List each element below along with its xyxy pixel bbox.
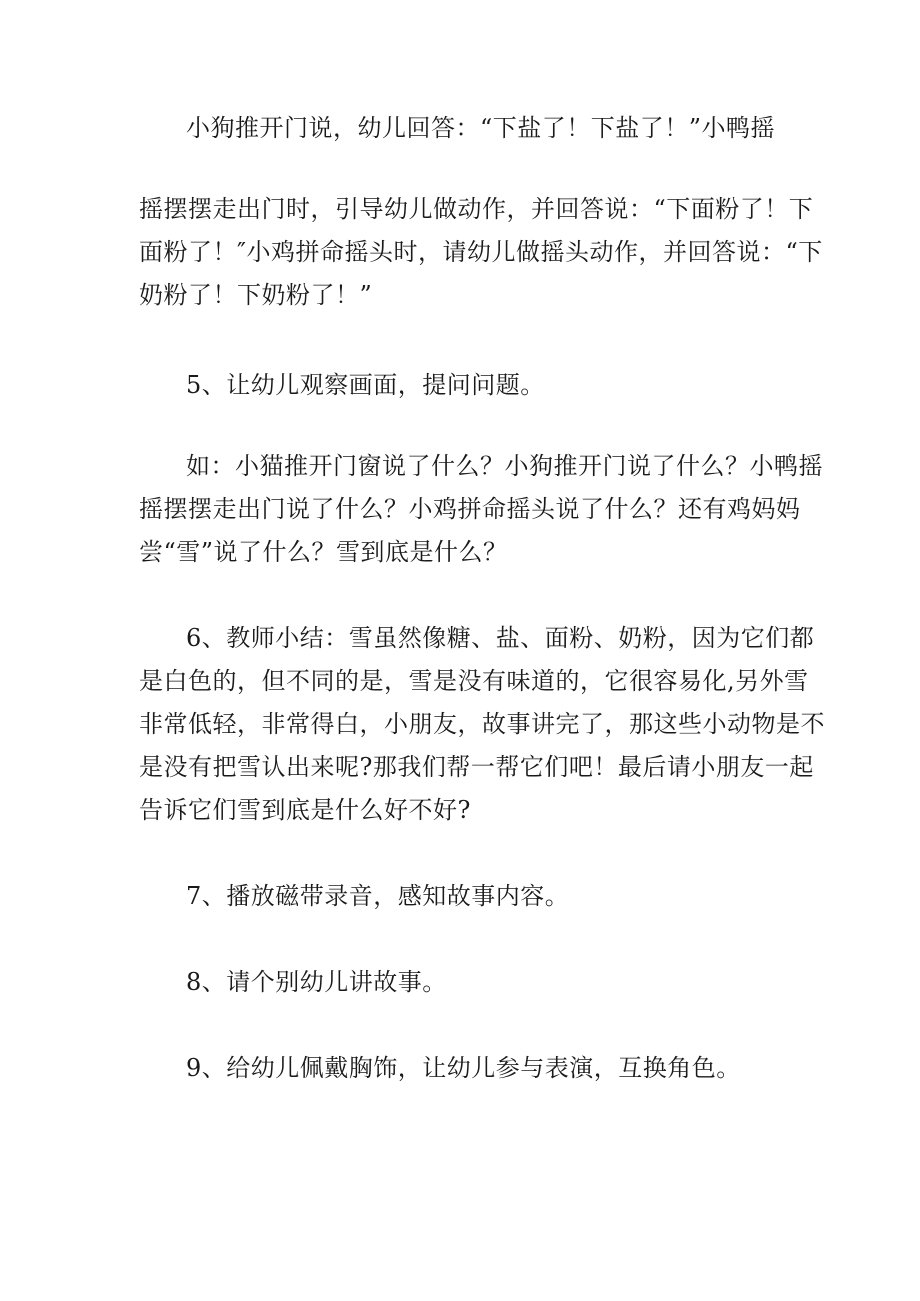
paragraph-line: 面粉了！″小鸡拼命摇头时，请幼儿做摇头动作，并回答说：“下	[139, 238, 823, 266]
paragraph-line: 摇摆摆走出门时，引导幼儿做动作，并回答说：“下面粉了！下	[139, 195, 814, 223]
paragraph-line: 如：小猫推开门窗说了什么？小狗推开门说了什么？小鸭摇	[186, 452, 823, 480]
paragraph-line: 告诉它们雪到底是什么好不好?	[139, 796, 471, 824]
paragraph-line: 7、播放磁带录音，感知故事内容。	[186, 882, 570, 910]
paragraph-line: 5、让幼儿观察画面，提问问题。	[186, 371, 545, 399]
paragraph-line: 8、请个别幼儿讲故事。	[186, 968, 447, 996]
paragraph-line: 尝“雪”说了什么？雪到底是什么？	[139, 538, 508, 566]
paragraph-line: 是没有把雪认出来呢?那我们帮一帮它们吧！最后请小朋友一起	[139, 753, 814, 781]
paragraph-line: 小狗推开门说，幼儿回答：“下盐了！下盐了！”小鸭摇	[186, 114, 776, 142]
paragraph-line: 摇摆摆走出门说了什么？小鸡拼命摇头说了什么？还有鸡妈妈	[139, 495, 801, 523]
paragraph-line: 非常低轻，非常得白，小朋友，故事讲完了，那这些小动物是不	[139, 710, 825, 738]
paragraph-line: 6、教师小结：雪虽然像糖、盐、面粉、奶粉，因为它们都	[186, 624, 815, 652]
paragraph-line: 奶粉了！下奶粉了！”	[139, 281, 373, 309]
paragraph-line: 9、给幼儿佩戴胸饰，让幼儿参与表演，互换角色。	[186, 1054, 741, 1082]
paragraph-line: 是白色的，但不同的是，雪是没有味道的，它很容易化,另外雪	[139, 667, 809, 695]
